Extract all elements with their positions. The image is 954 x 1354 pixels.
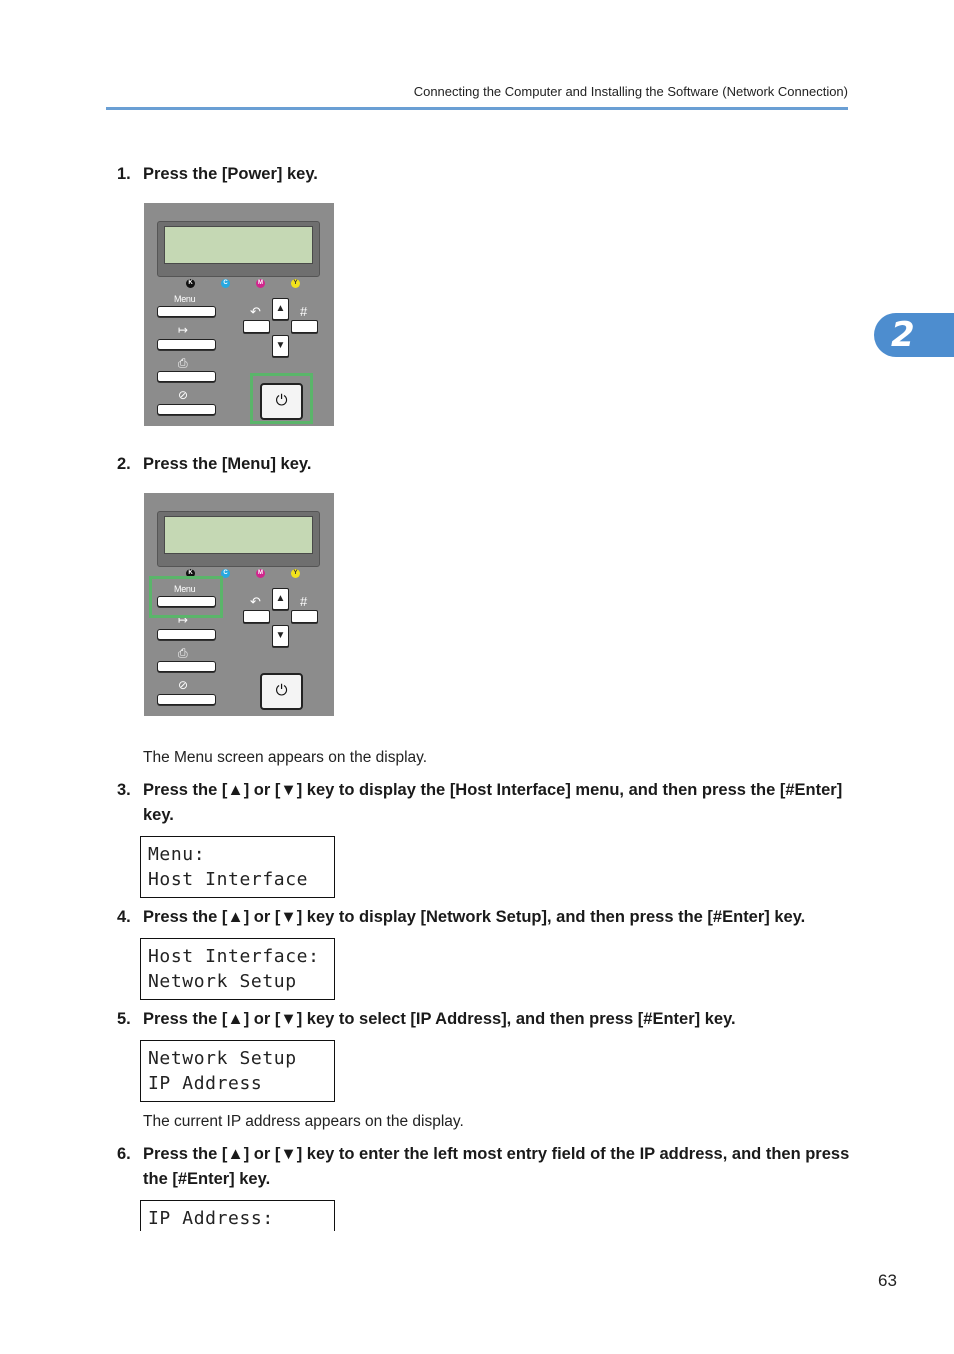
chapter-number: 2: [891, 315, 915, 355]
toner-y-indicator: Y: [291, 569, 300, 578]
back-key: [243, 320, 270, 333]
stop-icon: ⊘: [178, 388, 189, 402]
lcd-line-1: IP Address:: [148, 1208, 274, 1229]
enter-key: [291, 320, 318, 333]
lcd-bezel: [157, 511, 320, 567]
escape-key: [157, 339, 216, 350]
note-ip-appears: The current IP address appears on the display.: [143, 1113, 464, 1130]
lcd-bezel: [157, 221, 320, 277]
menu-key-label: Menu: [174, 584, 196, 594]
step-1: [117, 162, 852, 187]
step-number: 6.: [117, 1145, 131, 1163]
stop-icon: ⊘: [178, 678, 189, 692]
toner-y-indicator: Y: [291, 279, 300, 288]
step-3: [117, 778, 852, 828]
step-text: Press the [▲] or [▼] key to select [IP Address], and then press [#Enter] key.: [143, 1010, 736, 1028]
hash-icon: #: [300, 594, 308, 609]
lcd-line-2: IP Address: [148, 1073, 263, 1094]
step-5: [117, 1007, 852, 1032]
chapter-tab: [874, 313, 954, 357]
back-icon: ↶: [250, 594, 261, 609]
lcd-display: [164, 226, 313, 264]
stop-key: [157, 404, 216, 415]
power-icon: ⏻: [275, 392, 288, 409]
hash-icon: #: [300, 304, 308, 319]
step-text: Press the [▲] or [▼] key to display the [Host Interface] menu, and then press the [#Enter] key.: [143, 781, 843, 824]
step-number: 3.: [117, 781, 131, 799]
power-icon: ⏻: [275, 682, 288, 699]
escape-icon: ↦: [178, 323, 189, 337]
page-number: 63: [878, 1271, 897, 1290]
power-key: [260, 673, 303, 710]
menu-key: [157, 306, 216, 317]
step-text: Press the [▲] or [▼] key to display [Network Setup], and then press the [#Enter] key.: [143, 908, 806, 926]
menu-key-highlight: [149, 576, 223, 618]
running-header: Connecting the Computer and Installing the Software (Network Connection): [413, 84, 848, 99]
menu-key-label: Menu: [174, 294, 196, 304]
up-arrow-key: ▲: [272, 588, 289, 610]
step-text: Press the [Menu] key.: [143, 455, 312, 473]
header-rule: [106, 107, 848, 110]
lcd-line-1: Menu:: [148, 844, 206, 865]
step-text: Press the [Power] key.: [143, 165, 318, 183]
step-4: [117, 905, 852, 930]
toner-m-indicator: M: [258, 570, 263, 576]
step-number: 1.: [117, 165, 131, 183]
job-reset-icon: ⎙: [178, 646, 188, 660]
lcd-line-1: Host Interface:: [148, 946, 320, 967]
toner-k-indicator: K: [186, 279, 195, 288]
toner-c-indicator: C: [221, 279, 230, 288]
stop-key: [157, 694, 216, 705]
step-number: 5.: [117, 1010, 131, 1028]
down-arrow-key: ▼: [272, 335, 289, 357]
up-arrow-key: ▲: [272, 298, 289, 320]
toner-c-indicator: C: [221, 569, 230, 578]
power-key-highlight: [250, 373, 313, 424]
lcd-screen-ip-entry: [140, 1200, 335, 1231]
note-menu-appears: The Menu screen appears on the display.: [143, 749, 428, 766]
job-reset-icon: ⎙: [178, 356, 188, 370]
job-reset-key: [157, 661, 216, 672]
toner-k-indicator: K: [186, 569, 195, 578]
enter-key: [291, 610, 318, 623]
back-icon: ↶: [250, 304, 261, 319]
lcd-screen-network-setup: [140, 938, 335, 1000]
toner-m-indicator: M: [258, 280, 263, 286]
job-reset-key: [157, 371, 216, 382]
escape-key: [157, 629, 216, 640]
step-number: 4.: [117, 908, 131, 926]
lcd-line-2: Network Setup: [148, 971, 297, 992]
step-text: Press the [▲] or [▼] key to enter the left most entry field of the IP address, and then press the [#Enter] key.: [143, 1145, 850, 1188]
step-6: [117, 1142, 852, 1192]
control-panel-illustration: [144, 203, 334, 426]
escape-icon: ↦: [178, 613, 189, 627]
control-panel-illustration: [144, 493, 334, 716]
step-2: [117, 452, 852, 477]
lcd-screen-ip-address: [140, 1040, 335, 1102]
lcd-display: [164, 516, 313, 554]
lcd-line-2: Host Interface: [148, 869, 309, 890]
lcd-line-1: Network Setup: [148, 1048, 297, 1069]
down-arrow-key: ▼: [272, 625, 289, 647]
lcd-screen-host-interface: [140, 836, 335, 898]
step-number: 2.: [117, 455, 131, 473]
back-key: [243, 610, 270, 623]
